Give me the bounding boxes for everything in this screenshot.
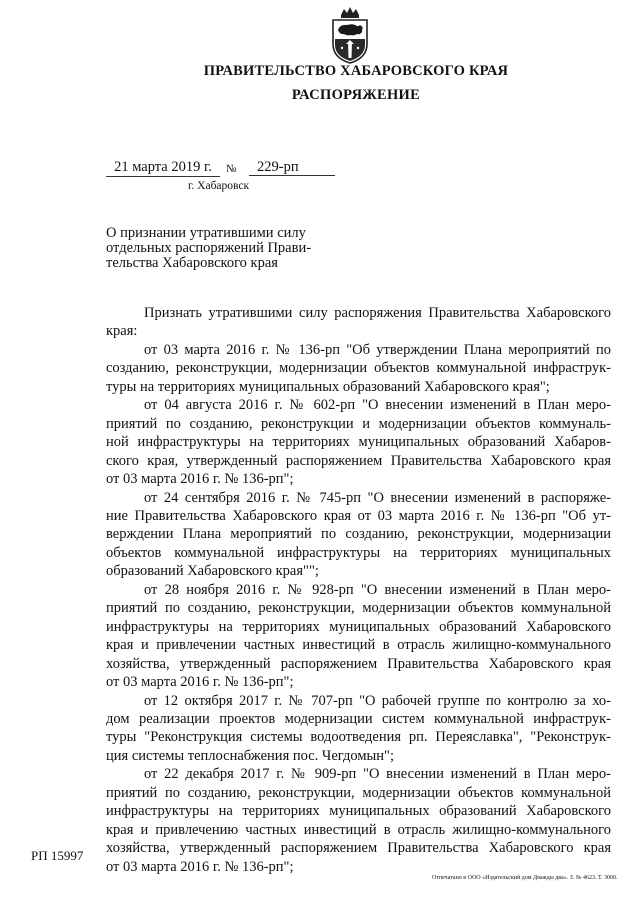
body-line: от 03 марта 2016 г. № 136-рп "Об утверждении Плана мероприятий по	[144, 341, 611, 358]
document-date: 21 марта 2019 г.	[106, 159, 220, 177]
body-line: туры на территориях муниципальных образований Хабаровского края";	[106, 378, 550, 395]
body-line: от 04 августа 2016 г. № 602-рп "О внесении изменений в План меро-	[144, 397, 611, 414]
body-line: туры "Реконструкция системы водоотведения рп. Переяславка", "Реконструк-	[106, 729, 611, 746]
document-place: г. Хабаровск	[188, 180, 250, 192]
body-line: от 24 сентября 2016 г. № 745-рп "О внесении изменений в распоряже-	[144, 489, 611, 506]
body-line: ского края, утвержденный распоряжением Правительства Хабаровского края	[106, 452, 611, 469]
body-line: ние Правительства Хабаровского края от 03 марта 2016 г. № 136-рп "Об ут-	[106, 507, 611, 524]
document-body	[106, 304, 611, 876]
body-line: от 03 марта 2016 г. № 136-рп";	[106, 471, 294, 488]
body-line: от 28 ноября 2016 г. № 928-рп "О внесении изменений в План меро-	[144, 581, 611, 598]
body-line: от 03 марта 2016 г. № 136-рп";	[106, 858, 294, 875]
document-type-title: РАСПОРЯЖЕНИЕ	[291, 87, 421, 103]
number-sign: №	[226, 163, 237, 175]
org-title: ПРАВИТЕЛЬСТВО ХАБАРОВСКОГО КРАЯ	[203, 63, 509, 79]
subject-line: тельства Хабаровского края	[106, 255, 278, 271]
body-line: от 03 марта 2016 г. № 136-рп";	[106, 674, 294, 691]
subject-line: О признании утратившими силу	[106, 225, 306, 241]
body-line: края и привлечении частных инвестиций в отрасль жилищно-коммунального	[106, 637, 611, 654]
body-line: инфраструктуры на территориях муниципальных образований Хабаровского	[106, 618, 611, 635]
body-line: верждении Плана мероприятий по созданию, реконструкции, модернизации	[106, 526, 611, 543]
body-line: хозяйства, утвержденный распоряжением Правительства Хабаровского края	[106, 840, 611, 857]
body-line: приятий по созданию, реконструкции и модернизации объектов коммуналь-	[106, 415, 611, 432]
coat-of-arms-icon	[327, 6, 373, 64]
body-line: инфраструктуры на территориях муниципальных образований Хабаровского	[106, 803, 611, 820]
registry-code: РП 15997	[31, 848, 84, 863]
body-line: приятий по созданию, реконструкции, модернизации объектов коммунальной	[106, 784, 611, 801]
body-line: ной инфраструктуры на территориях муниципальных образований Хабаров-	[106, 434, 611, 451]
printer-note: Отпечатано в ООО «Издательский дом Дважды два». З. № 4623. Т. 3000.	[432, 875, 618, 881]
body-line: от 12 октября 2017 г. № 707-рп "О рабочей группе по контролю за хо-	[144, 692, 611, 709]
body-line: края и привлечению частных инвестиций в отрасль жилищно-коммунального	[106, 821, 611, 838]
body-line: Признать утратившими силу распоряжения Правительства Хабаровского	[144, 305, 611, 321]
body-line: хозяйства, утвержденный распоряжением Правительства Хабаровского края	[106, 655, 611, 672]
document-number: 229-рп	[249, 159, 335, 176]
body-line: ция системы теплоснабжения пос. Чегдомын";	[106, 747, 394, 764]
body-line: дом реализации проектов модернизации систем коммунальной инфраструк-	[106, 710, 611, 727]
body-line: объектов коммунальной инфраструктуры на территориях муниципальных	[106, 544, 611, 561]
body-line: от 22 декабря 2017 г. № 909-рп "О внесении изменений в План меро-	[144, 766, 611, 783]
body-line: края:	[106, 323, 138, 340]
body-line: образований Хабаровского края"";	[106, 563, 319, 580]
body-line: созданию, реконструкции, модернизации объектов коммунальной инфраструк-	[106, 360, 611, 377]
body-line: приятий по созданию, реконструкции, модернизации объектов коммунальной	[106, 600, 611, 617]
document-subject	[106, 226, 356, 271]
subject-line: отдельных распоряжений Прави-	[106, 240, 312, 256]
